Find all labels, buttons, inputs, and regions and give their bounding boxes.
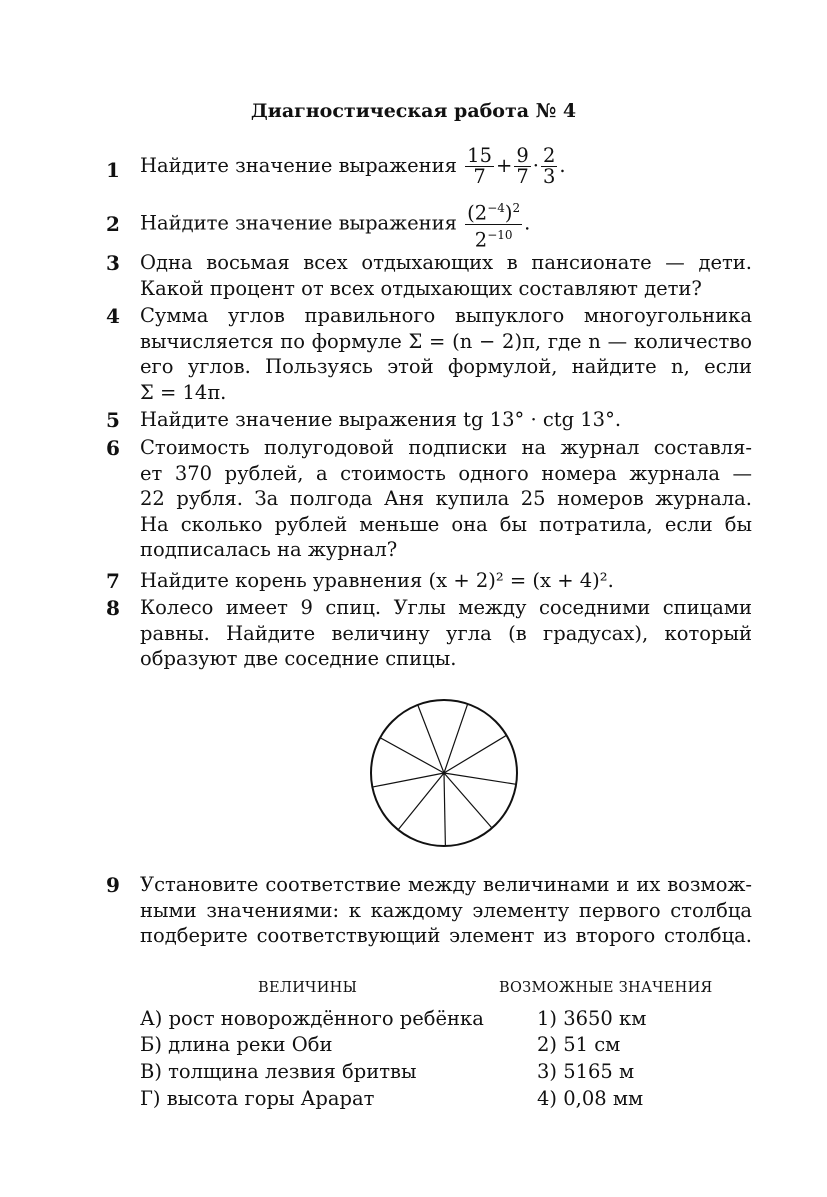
matching-right-item: 4) 0,08 мм — [537, 1087, 644, 1110]
matching-left-item: В) толщина лезвия бритвы — [140, 1060, 417, 1083]
problem-6: Стоимость полугодовой подписки на журнал составля- ет 370 рублей, а стоимость одного номера журнала — 22 рубля. За полгода Аня купила 25 номеров журнала. На сколько рублей меньше она бы потратила, если бы подписалась на журнал? — [140, 436, 752, 561]
wheel-spoke — [444, 735, 507, 773]
wheel-spoke — [444, 773, 516, 784]
problem-7-number: 7 — [106, 569, 120, 593]
matching-right-item: 1) 3650 км — [537, 1007, 647, 1030]
problem-1-text: Найдите значение выражения — [140, 154, 457, 177]
wheel-figure — [367, 696, 521, 850]
matching-left-item: Б) длина реки Оби — [140, 1033, 333, 1056]
wheel-spoke — [444, 773, 445, 846]
problem-4-number: 4 — [106, 304, 120, 328]
problem-2: Найдите значение выражения $\frac{(2^{-4})^2}{2^{-10}}$ . — [140, 198, 752, 250]
problem-2-number: 2 — [106, 212, 120, 236]
matching-right-item: 2) 51 см — [537, 1033, 621, 1056]
matching-left-header: ВЕЛИЧИНЫ — [258, 980, 358, 996]
matching-right-item: 3) 5165 м — [537, 1060, 635, 1083]
problem-5: Найдите значение выражения tg 13° · ctg 13°. — [140, 408, 622, 431]
matching-left-item: А) рост новорождённого ребёнка — [140, 1007, 484, 1030]
wheel-spoke — [444, 773, 492, 828]
page-title: Диагностическая работа № 4 — [250, 100, 577, 122]
fraction-15-7: $\frac{15}{7}$ — [467, 144, 492, 188]
problem-8-number: 8 — [106, 596, 120, 620]
matching-left-item: Г) высота горы Арарат — [140, 1087, 375, 1110]
problem-3-number: 3 — [106, 251, 120, 275]
fraction-power: $\frac{(2^{-4})^2}{2^{-10}}$ — [465, 198, 522, 250]
fraction-2-3: $\frac{2}{3}$ — [542, 144, 556, 188]
problem-6-number: 6 — [106, 436, 120, 460]
wheel-spoke — [444, 704, 468, 773]
problem-5-number: 5 — [106, 408, 120, 432]
wheel-spoke — [398, 773, 444, 830]
problem-7: Найдите корень уравнения (x + 2)² = (x + 4)². — [140, 569, 614, 592]
problem-3: Одна восьмая всех отдыхающих в пансионате — дети. Какой процент от всех отдыхающих составляют дети? — [140, 251, 752, 300]
wheel-spoke — [380, 738, 444, 773]
matching-right-header: ВОЗМОЖНЫЕ ЗНАЧЕНИЯ — [499, 980, 713, 996]
problem-1-number: 1 — [106, 158, 120, 182]
problem-2-text: Найдите значение выражения — [140, 211, 457, 235]
wheel-spoke — [418, 705, 444, 773]
fraction-9-7: $\frac{9}{7}$ — [516, 144, 529, 188]
problem-9-number: 9 — [106, 873, 120, 897]
problem-9: Установите соответствие между величинами и их возмож- ными значениями: к каждому элементу первого столбца подберите соответствующий элемент из второго столбца. — [140, 873, 752, 947]
wheel-spoke — [372, 773, 444, 787]
problem-8: Колесо имеет 9 спиц. Углы между соседними спицами равны. Найдите величину угла (в градусах), который образуют две соседние спицы. — [140, 596, 752, 670]
problem-1: Найдите значение выражения $\frac{15}{7}$ + $\frac{9}{7}$ · $\frac{2}{3}$ . — [140, 144, 566, 188]
problem-4: Сумма углов правильного выпуклого многоугольника вычисляется по формуле Σ = (n − 2)π, где n — количество его углов. Пользуясь этой формулой, найдите n, если Σ = 14π. — [140, 304, 752, 404]
